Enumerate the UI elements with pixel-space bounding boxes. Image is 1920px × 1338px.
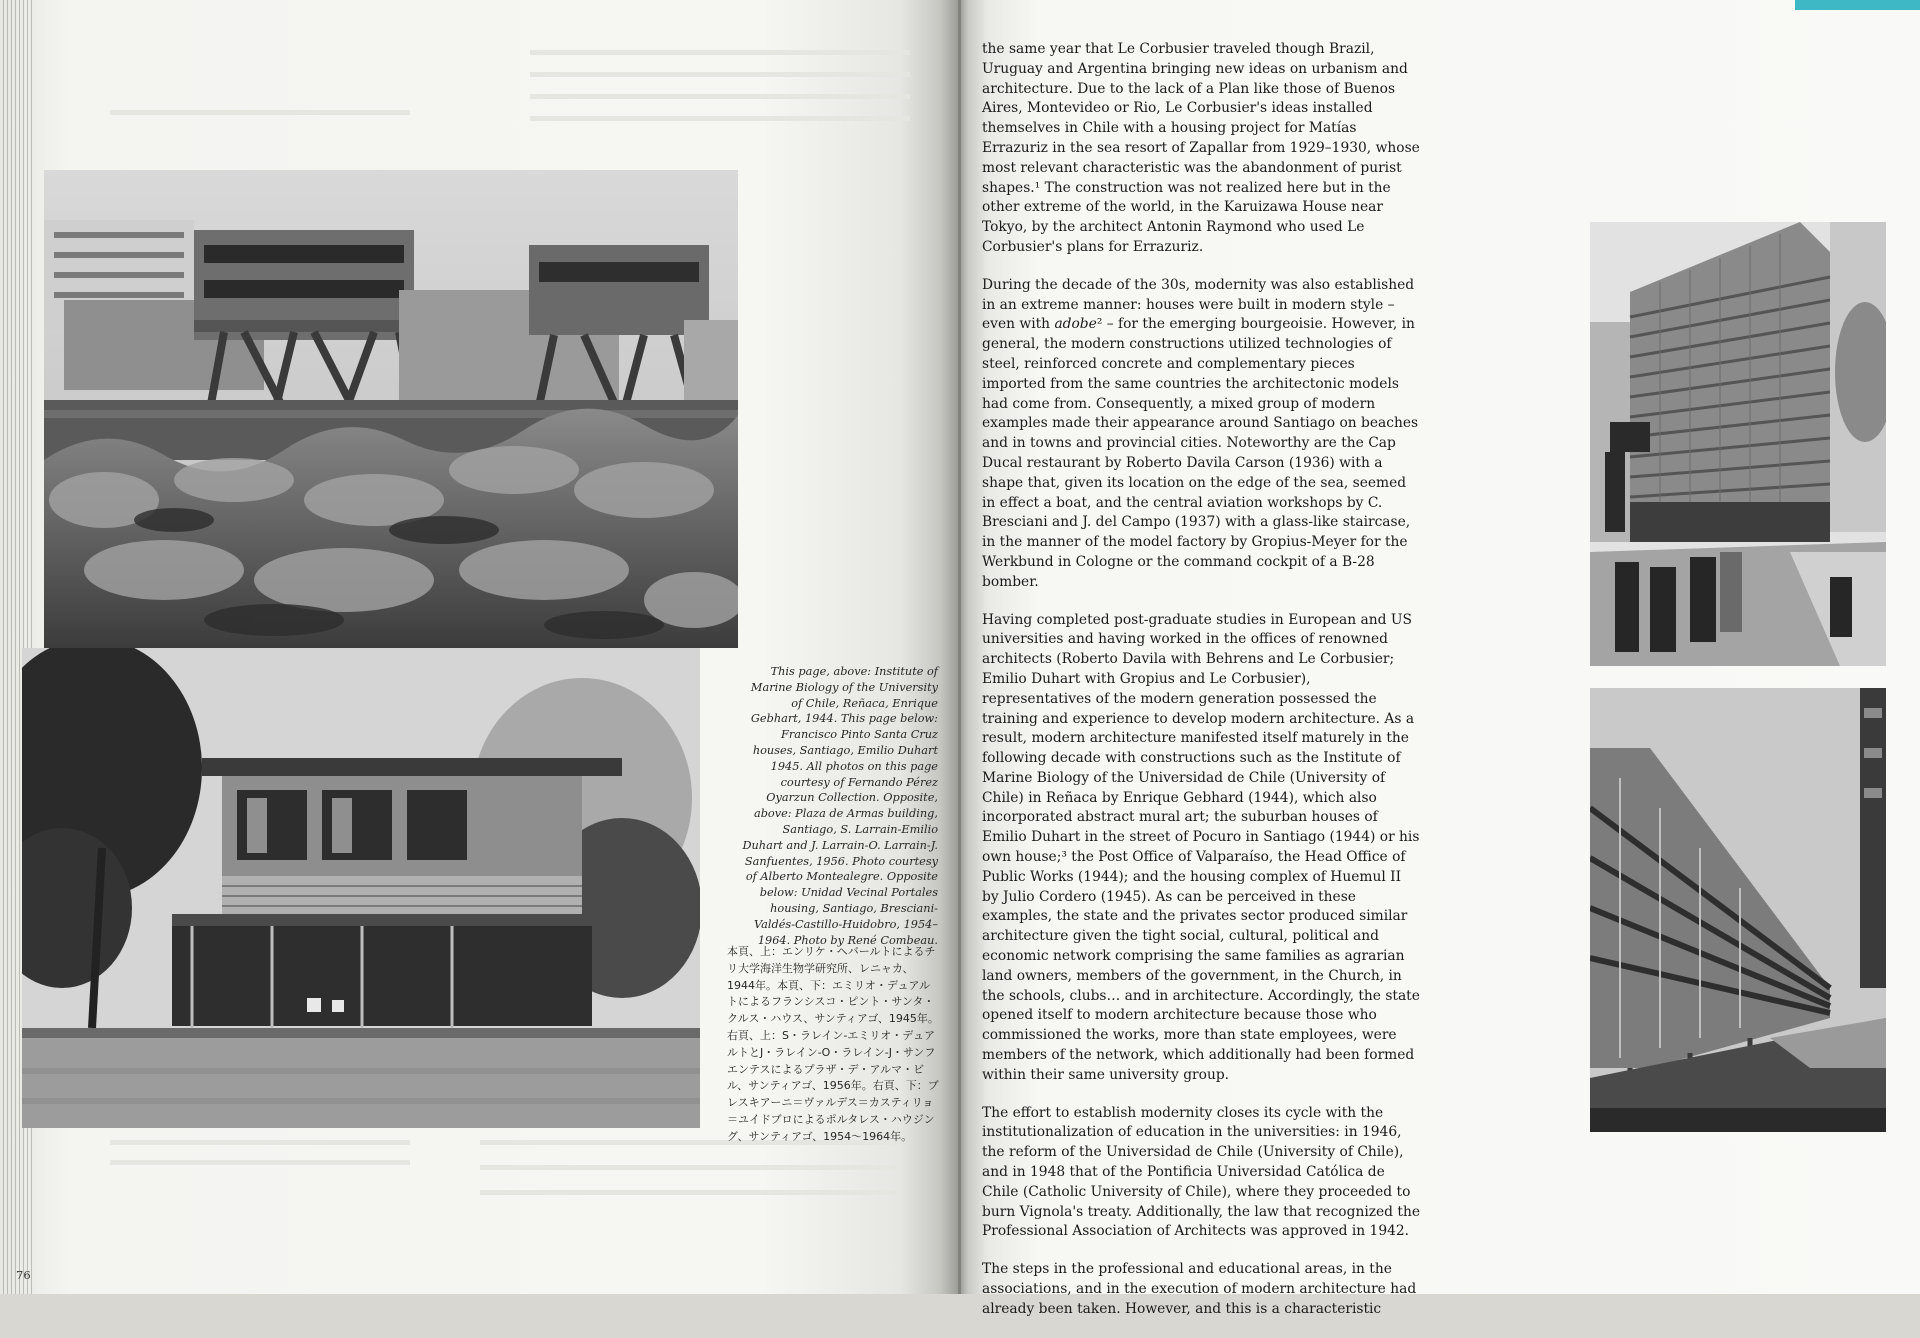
paragraph-4: The effort to establish modernity closes its cycle with the institutionalization of education in the universities: in 1946, the reform of the Universidad de Chile (University of Chile), and in 1948 that of the Pontificia Universidad Católica de Chile (Catholic University of Chile), where they proceeded to burn Vignola's treaty. Additionally, the law that recognized the Professional Association of Architects was approved in 1942. <box>982 1104 1420 1240</box>
show-through-line <box>530 116 910 121</box>
paragraph-2-emphasis: adobe <box>1054 316 1097 333</box>
show-through-line <box>530 50 910 55</box>
book-gutter <box>958 0 961 1294</box>
paragraph-3: Having completed post-graduate studies in European and US universities and having worked in the offices of renowned architects (Roberto Davila with Behrens and Le Corbusier; Emilio Duhart with Gropius and Le Corbusier), representatives of the modern generation possessed the training and experience to develop modern architecture. As a result, modern architecture manifested itself maturely in the following decade with constructions such as the Institute of Marine Biology of the Universidad de Chile (University of Chile) in Reñaca by Enrique Gebhard (1944), which also incorporated abstract mural art; the suburban houses of Emilio Duhart in the street of Pocuro in Santiago (1944) or his own house;³ the Post Office of Valparaíso, the Head Office of Public Works (1944); and the housing complex of Huemul II by Julio Cordero (1945). As can be perceived in these examples, the state and the privates sector produced similar architecture given the tight social, cultural, political and economic network comprising the same families as agrarian land owners, members of the government, in the Church, in the schools, clubs… and in architecture. Accordingly, the state opened itself to modern architecture because those who commissioned the works, more than state employees, were members of the network, which additionally had been formed within their same university group. <box>982 611 1420 1083</box>
photo-pinto-santa-cruz-houses <box>22 648 700 1128</box>
photo-caption-japanese: 本頁、上：エンリケ・ヘバールトによるチリ大学海洋生物学研究所、レニャカ、1944年。本頁、下：エミリオ・デュアルトによるフランシスコ・ピント・サンタ・クルス・ハウス、サンティアゴ、1945年。右頁、上：S・ラレイン-エミリオ・デュアルトとJ・ラレイン-O・ラレイン-J・サンフエンテスによるプラザ・デ・アルマ・ビル、サンティアゴ、1956年。右頁、下：ブレスキアーニ＝ヴァルデス＝カスティリョ＝ユイドブロによるポルタレス・ハウジング、サンティアゴ、1954〜1964年。 <box>727 945 939 1143</box>
show-through-line <box>480 1190 900 1195</box>
paragraph-1: the same year that Le Corbusier traveled though Brazil, Uruguay and Argentina bringing new ideas on urbanism and architecture. Due to the lack of a Plan like those of Buenos Aires, Montevideo or Rio, Le Corbusier's ideas installed themselves in Chile with a housing project for Matías Errazuriz in the sea resort of Zapallar from 1929–1930, whose most relevant characteristic was the abandonment of purist shapes.¹ The construction was not realized here but in the other extreme of the world, in the Karuizawa House near Tokyo, by the architect Antonin Raymond who used Le Corbusier's plans for Errazuriz. <box>982 41 1420 255</box>
page-number: 76 <box>16 1268 31 1282</box>
show-through-line <box>110 1160 410 1165</box>
photo-plaza-de-armas-building <box>1590 222 1886 666</box>
paragraph-5: The steps in the professional and educational areas, in the associations, and in the execution of modern architecture had already been taken. However, and this is a characteristic <box>982 1261 1417 1317</box>
show-through-line <box>110 1140 410 1145</box>
photo-caption-english: This page, above: Institute of Marine Biology of the University of Chile, Reñaca, Enrique Gebhart, 1944. This page below: Francisco Pinto Santa Cruz houses, Santiago, Emilio Duhart 1945. All photos on this page courtesy of Fernando Pérez Oyarzun Collection. Opposite, above: Plaza de Armas building, Santiago, S. Larrain-Emilio Duhart and J. Larrain-O. Larrain-J. Sanfuentes, 1956. Photo courtesy of Alberto Montealegre. Opposite below: Unidad Vecinal Portales housing, Santiago, Bresciani-Valdés-Castillo-Huidobro, 1954–1964. Photo by René Combeau. <box>742 665 938 947</box>
article-body <box>982 40 1420 1338</box>
show-through-text <box>110 38 122 86</box>
photo-unidad-vecinal-portales <box>1590 688 1886 1132</box>
show-through-line <box>530 94 910 99</box>
show-through-line <box>110 110 410 115</box>
paragraph-2-text-a: During the decade of the 30s, modernity was also established in an extreme manner: houses were built in modern style – even with <box>982 276 1415 333</box>
photo-marine-biology-institute <box>44 170 738 648</box>
paragraph-2-text-b: ² – for the emerging bourgeoisie. However, in general, the modern constructions utilized technologies of steel, reinforced concrete and complementary pieces imported from the same countries the architectonic models had come from. Consequently, a mixed group of modern examples made their appearance around Santiago on beaches and in towns and provincial cities. Noteworthy are the Cap Ducal restaurant by Roberto Davila Carson (1936) with a shape that, given its location on the edge of the sea, seemed in effect a boat, and the central aviation workshops by C. Bresciani and J. del Campo (1937) with a glass-like staircase, in the manner of the model factory by Gropius-Meyer for the Werkbund in Cologne or the command cockpit of a B-28 bomber. <box>982 316 1419 590</box>
left-page <box>0 0 960 1294</box>
paragraph-2 <box>982 276 1420 593</box>
edge-color-mark <box>1795 0 1920 10</box>
show-through-line <box>480 1165 900 1170</box>
show-through-line <box>530 72 910 77</box>
